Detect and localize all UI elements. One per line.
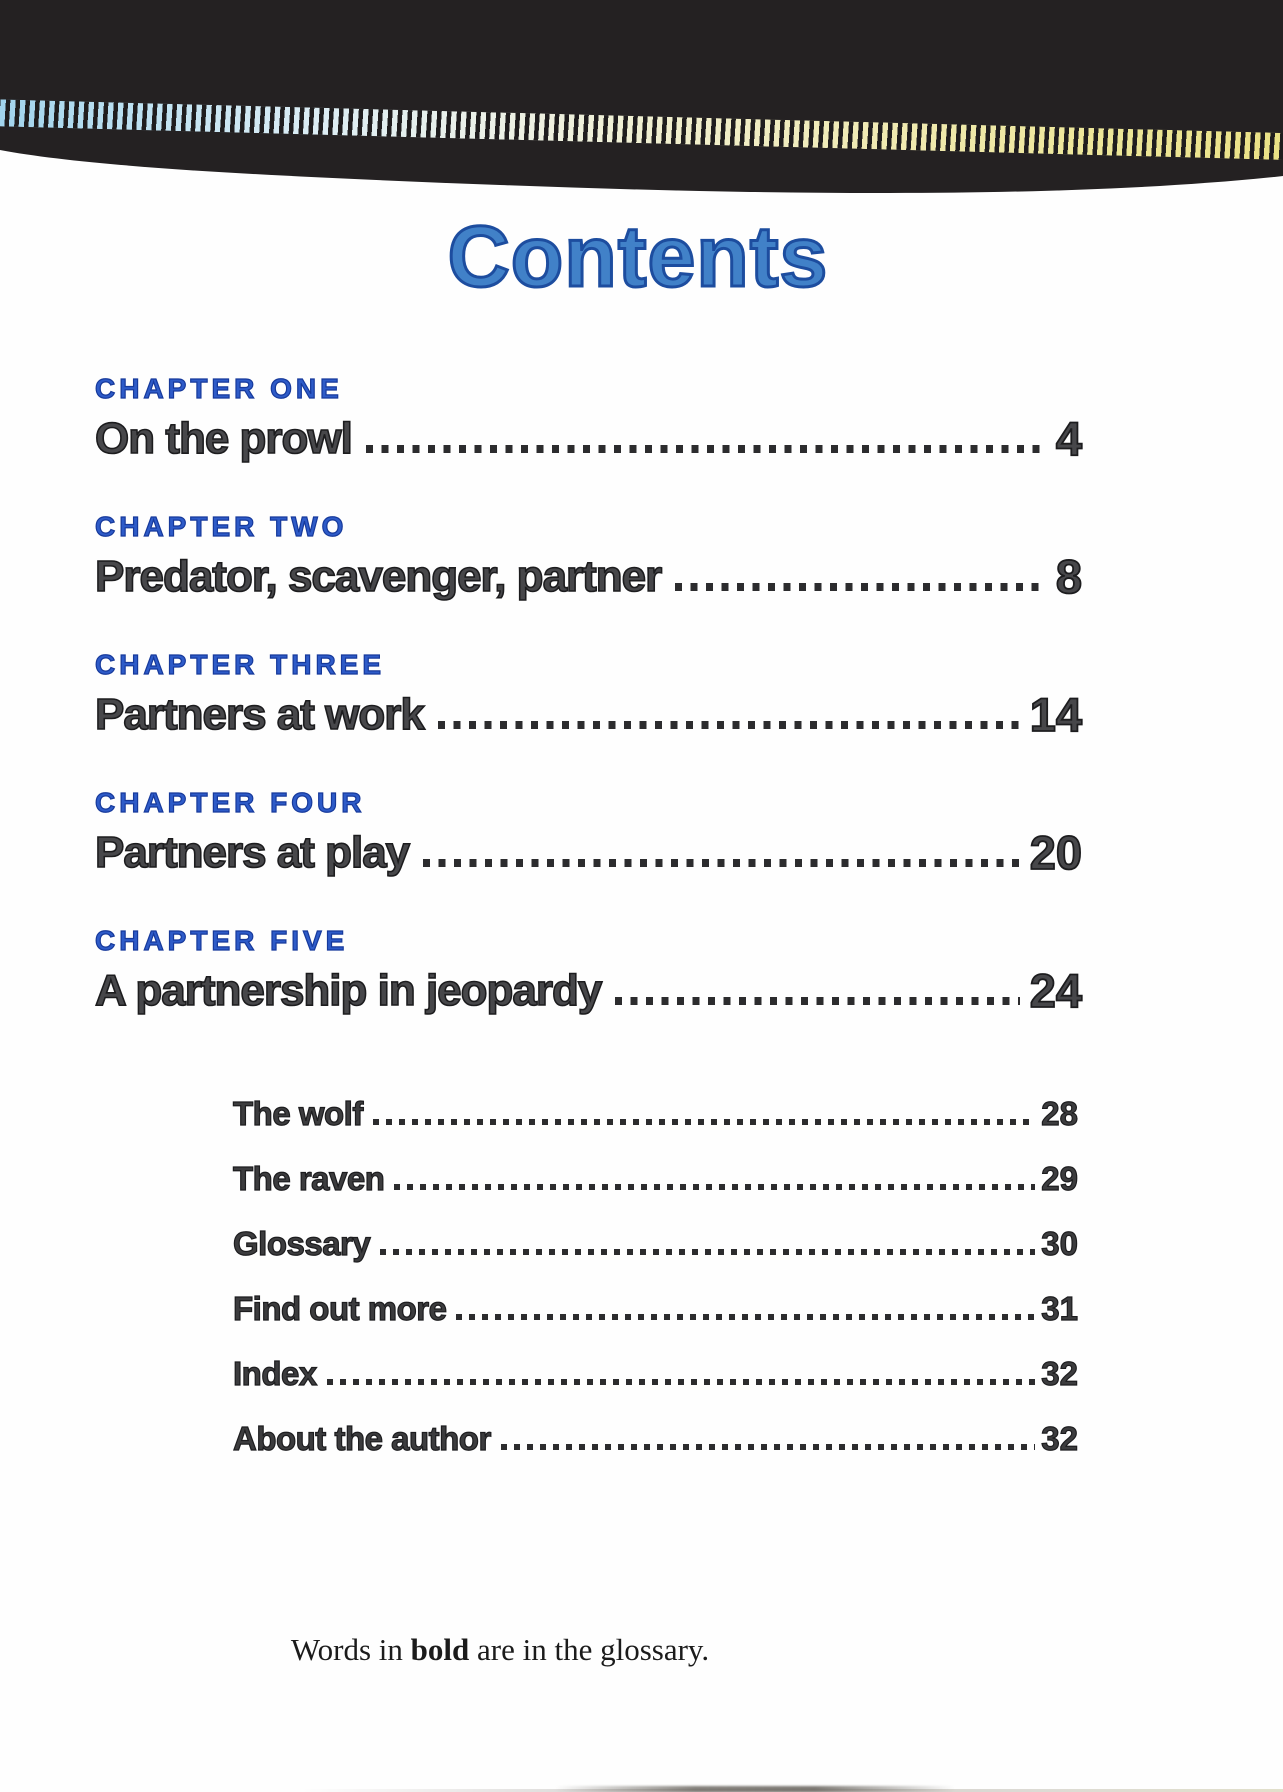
toc-row: [95, 550, 1082, 603]
page-number: 30: [1041, 1225, 1078, 1262]
chapter-label: CHAPTER ONE: [95, 373, 343, 404]
page-number: 31: [1041, 1290, 1078, 1327]
toc-row: [233, 1094, 1078, 1133]
toc-row: [95, 688, 1082, 741]
chapter-entry: [95, 512, 1082, 601]
page-number: 20: [1029, 826, 1082, 879]
chapter-title: Partners at play: [95, 828, 410, 877]
chapter-title: A partnership in jeopardy: [95, 966, 602, 1015]
chapter-entry: [95, 374, 1082, 463]
book-cover-edge: [0, 0, 1283, 200]
page-number: 8: [1055, 550, 1082, 603]
dotted-leader: [327, 1379, 1036, 1385]
page-number: 24: [1029, 964, 1082, 1017]
toc-row: [233, 1419, 1078, 1458]
toc-row: [233, 1289, 1078, 1328]
dotted-leader: [615, 997, 1019, 1005]
toc-row: [233, 1354, 1078, 1393]
toc-row: [233, 1159, 1078, 1198]
chapter-label: CHAPTER FIVE: [95, 925, 349, 956]
chapter-title: Partners at work: [95, 690, 424, 739]
page-title: Contents: [447, 209, 829, 305]
footnote-suffix: are in the glossary.: [469, 1632, 710, 1667]
cover-edge-shape: [0, 0, 1283, 200]
dotted-leader: [456, 1314, 1035, 1320]
glossary-footnote: [0, 1632, 1000, 1668]
dotted-leader: [675, 583, 1046, 591]
chapter-entry: [95, 788, 1082, 877]
page-number: 4: [1055, 412, 1082, 465]
toc-row: [95, 964, 1082, 1017]
page-number: 32: [1041, 1420, 1078, 1457]
page-bottom-shadow: [555, 1786, 955, 1792]
back-matter-title: Index: [233, 1355, 317, 1392]
chapter-label: CHAPTER FOUR: [95, 787, 366, 818]
dotted-leader: [423, 859, 1020, 867]
dotted-leader: [373, 1119, 1035, 1125]
dotted-leader: [366, 445, 1046, 453]
page-number: 28: [1041, 1095, 1078, 1132]
dotted-leader: [394, 1184, 1035, 1190]
toc-row: [233, 1224, 1078, 1263]
chapter-title: On the prowl: [95, 414, 352, 463]
chapter-entry: [95, 650, 1082, 739]
chapter-title: Predator, scavenger, partner: [95, 552, 662, 601]
back-matter-list: [233, 1094, 1078, 1484]
dotted-leader: [501, 1444, 1035, 1450]
back-matter-title: The wolf: [233, 1095, 363, 1132]
chapter-entry: [95, 926, 1082, 1015]
chapter-list: [95, 374, 1082, 1064]
page-number: 32: [1041, 1355, 1078, 1392]
page-number: 29: [1041, 1160, 1078, 1197]
dotted-leader: [380, 1249, 1035, 1255]
back-matter-title: About the author: [233, 1420, 491, 1457]
dotted-leader: [438, 721, 1020, 729]
footnote-prefix: Words in: [290, 1632, 411, 1667]
back-matter-title: Glossary: [233, 1225, 371, 1262]
toc-row: [95, 826, 1082, 879]
page-number: 14: [1029, 688, 1082, 741]
toc-row: [95, 412, 1082, 465]
chapter-label: CHAPTER THREE: [95, 649, 386, 680]
back-matter-title: The raven: [233, 1160, 385, 1197]
chapter-label: CHAPTER TWO: [95, 511, 348, 542]
back-matter-title: Find out more: [233, 1290, 447, 1327]
footnote-bold-word: bold: [410, 1632, 470, 1667]
